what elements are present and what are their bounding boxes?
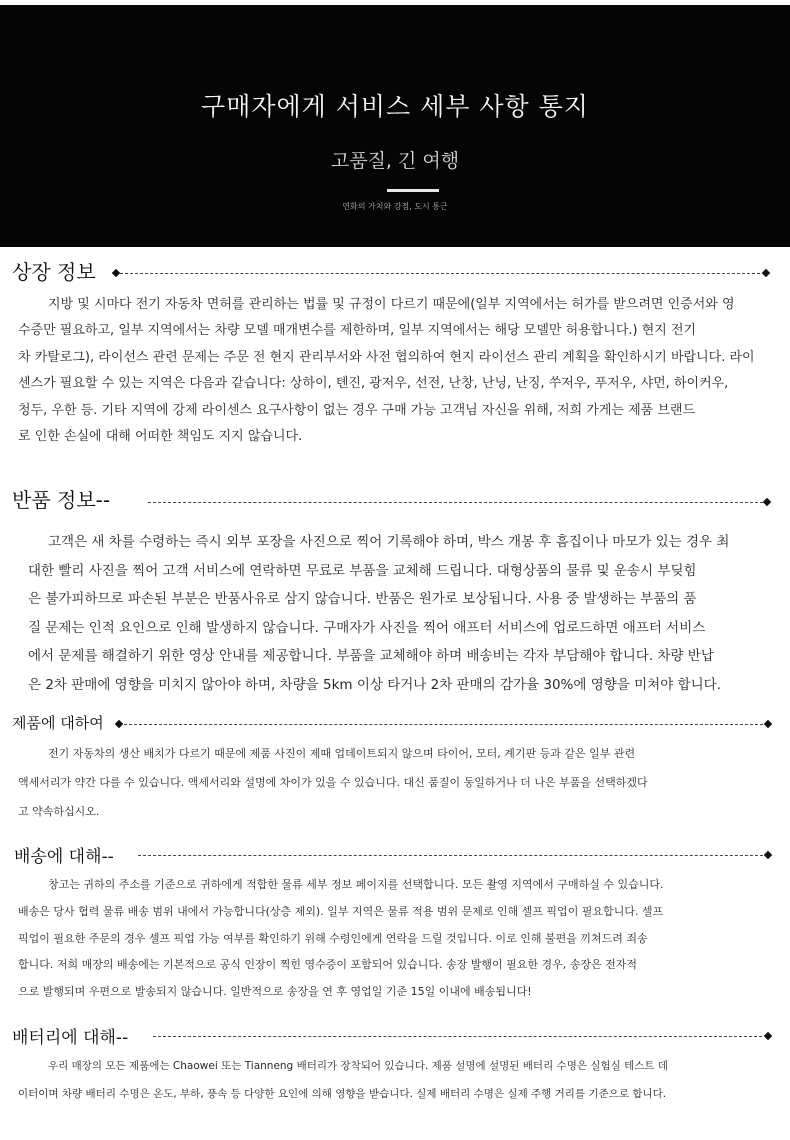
section-body-listing	[18, 292, 773, 450]
body-line: 센스가 필요할 수 있는 지역은 다음과 같습니다: 상하이, 톈진, 광저우, 선전, 난창, 난닝, 난징, 쑤저우, 푸저우, 샤먼, 하이커우,	[18, 376, 729, 392]
diamond-right-icon	[764, 720, 772, 728]
section-header-shipping	[0, 840, 790, 870]
body-line: 대한 빨리 사진을 찍어 고객 서비스에 연락하면 무료로 부품을 교체해 드립니다. 대형상품의 물류 및 운송시 부딪힘	[28, 562, 697, 579]
dashed-rule	[148, 502, 763, 503]
hero-title: 구매자에게 서비스 세부 사항 통지	[201, 92, 589, 121]
dashed-rule	[120, 273, 760, 274]
section-header-listing	[0, 256, 790, 286]
section-title-product: 제품에 대하여	[12, 714, 104, 732]
section-body-returns	[28, 528, 773, 700]
diamond-left-icon	[115, 720, 123, 728]
section-title-battery: 배터리에 대해--	[12, 1023, 128, 1048]
section-body-battery	[18, 1052, 773, 1108]
body-line: 배송은 당사 협력 물류 배송 범위 내에서 가능합니다(상층 제외). 일부 지역은 물류 적용 범위 문제로 인해 셀프 픽업이 필요합니다. 셀프	[18, 904, 664, 918]
body-line: 고객은 새 차를 수령하는 즉시 외부 포장을 사진으로 찍어 기록해야 하며, 박스 개봉 후 흠집이나 마모가 있는 경우 최	[48, 534, 730, 550]
hero-divider	[387, 189, 439, 192]
dashed-rule	[153, 1036, 762, 1037]
hero-subtitle: 고품질, 긴 여행	[330, 150, 460, 172]
dashed-rule	[138, 855, 763, 856]
diamond-right-icon	[764, 851, 772, 859]
body-line: 전기 자동차의 생산 배치가 다르기 때문에 제품 사진이 제때 업데이트되지 않으며 타이어, 모터, 계기판 등과 같은 일부 관련	[48, 747, 636, 760]
body-line: 픽업이 필요한 주문의 경우 셀프 픽업 가능 여부를 확인하기 위해 수령인에게 연락을 드릴 것입니다. 이로 인해 불편을 끼쳐드려 죄송	[18, 931, 648, 945]
body-line: 차 카탈로그), 라이선스 관련 문제는 주문 전 현지 관리부서와 사전 협의하여 현지 라이선스 관리 계획을 확인하시기 바랍니다. 라이	[18, 349, 755, 365]
body-line: 이터이며 차량 배터리 수명은 온도, 부하, 풍속 등 다양한 요인에 의해 영향을 받습니다. 실제 배터리 수명은 실제 주행 거리를 기준으로 합니다.	[18, 1088, 667, 1100]
section-header-product	[0, 708, 790, 738]
section-title-shipping: 배송에 대해--	[14, 842, 114, 867]
diamond-left-icon	[112, 269, 120, 277]
body-line: 으로 발행되며 우편으로 발송되지 않습니다. 일반적으로 송장을 연 후 영업일 기준 15일 이내에 배송됩니다!	[18, 985, 532, 999]
section-header-battery	[0, 1021, 790, 1051]
body-line: 은 불가피하므로 파손된 부분은 반품사유로 삼지 않습니다. 반품은 원가로 보상됩니다. 사용 중 발생하는 부품의 품	[28, 591, 697, 608]
diamond-right-icon	[762, 269, 770, 277]
body-line: 질 문제는 인적 요인으로 인해 발생하지 않습니다. 구매자가 사진을 찍어 애프터 서비스에 업로드하면 애프터 서비스	[28, 619, 706, 636]
body-line: 수증만 필요하고, 일부 지역에서는 차량 모델 매개변수를 제한하며, 일부 지역에서는 해당 모델만 허용합니다.) 현지 전기	[18, 323, 697, 339]
body-line: 청두, 우한 등. 기타 지역에 강제 라이센스 요구사항이 없는 경우 구매 가능 고객님 자신을 위해, 저희 가게는 제품 브랜드	[18, 402, 696, 418]
section-body-product	[18, 739, 773, 826]
section-header-returns	[0, 484, 790, 514]
body-line: 지방 및 시마다 전기 자동차 면허를 관리하는 법률 및 규정이 다르기 때문에(일부 지역에서는 허가를 받으려면 인증서와 영	[48, 297, 735, 312]
dashed-rule	[124, 724, 763, 725]
diamond-right-icon	[763, 498, 771, 506]
body-line: 로 인한 손실에 대해 어떠한 책임도 지지 않습니다.	[18, 428, 303, 444]
diamond-right-icon	[764, 1032, 772, 1040]
body-line: 에서 문제를 해결하기 위한 영상 안내를 제공합니다. 부품을 교체해야 하며 배송비는 각자 부담해야 합니다. 차량 반납	[28, 648, 714, 665]
section-title-listing: 상장 정보	[12, 256, 96, 285]
body-line: 고 약속하십시오.	[18, 805, 100, 818]
body-line: 은 2차 판매에 영향을 미치지 않아야 하며, 차량을 5km 이상 타거나 2차 판매의 감가율 30%에 영향을 미쳐야 합니다.	[28, 676, 721, 693]
body-line: 창고는 귀하의 주소를 기준으로 귀하에게 적합한 물류 세부 정보 페이지를 선택합니다. 모든 촬영 지역에서 구매하실 수 있습니다.	[48, 878, 664, 891]
body-line: 우리 매장의 모든 제품에는 Chaowei 또는 Tianneng 배터리가 장착되어 있습니다. 제품 설명에 설명된 배터리 수명은 실험실 테스트 데	[48, 1060, 668, 1072]
section-title-returns: 반품 정보--	[12, 484, 110, 513]
hero-banner	[0, 5, 790, 247]
hero-caption: 연화의 가치와 강점, 도시 통근	[342, 202, 448, 211]
body-line: 액세서리가 약간 다를 수 있습니다. 액세서리와 설명에 차이가 있을 수 있습니다. 대신 품질이 동일하거나 더 나은 부품을 선택하겠다	[18, 776, 648, 789]
section-body-shipping	[18, 872, 773, 1006]
body-line: 합니다. 저희 매장의 배송에는 기본적으로 공식 인장이 찍힌 영수증이 포함되어 있습니다. 송장 발행이 필요한 경우, 송장은 전자적	[18, 958, 637, 972]
